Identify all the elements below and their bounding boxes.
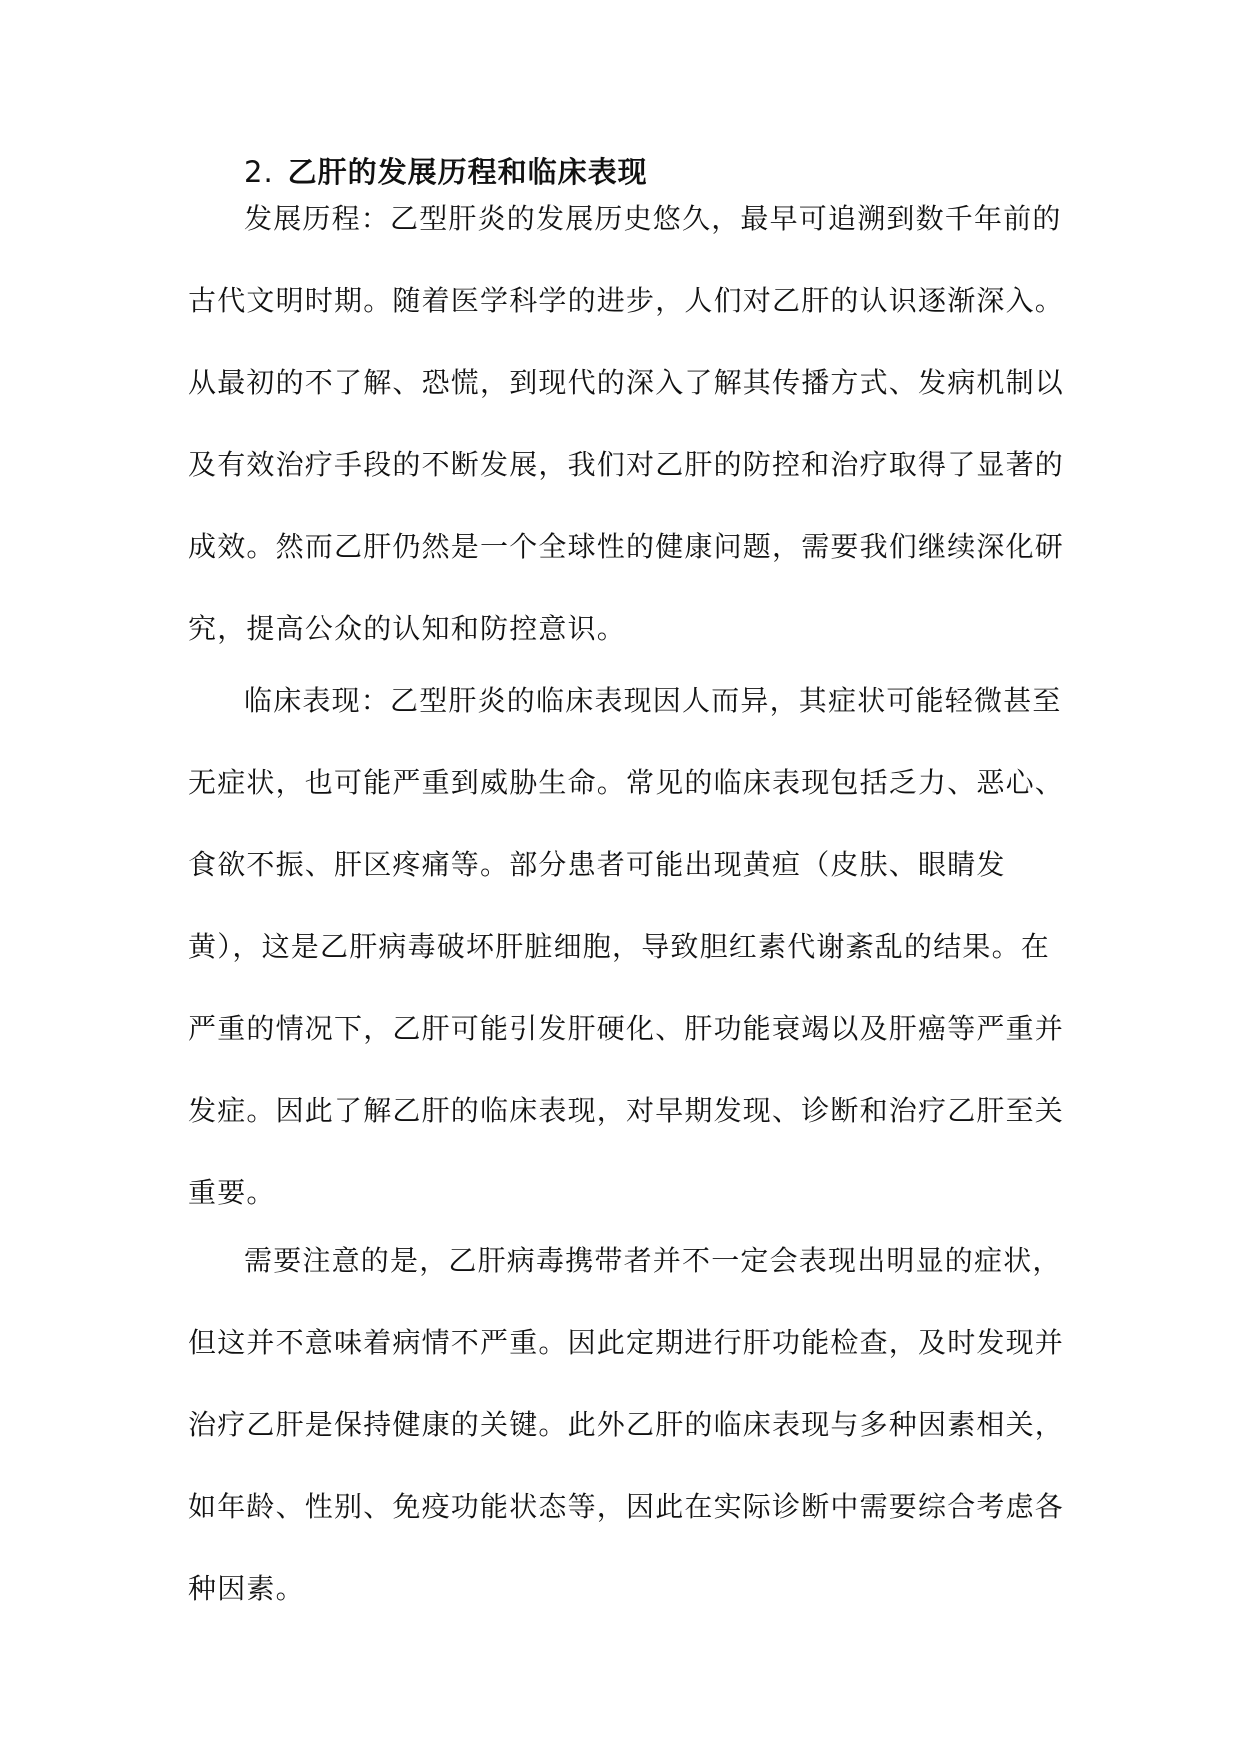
section-title: 乙肝的发展历程和临床表现 (287, 155, 648, 189)
paragraph-line: 食欲不振、肝区疼痛等。部分患者可能出现黄疸（皮肤、眼睛发 (188, 848, 1006, 881)
section-number: 2. (244, 155, 274, 189)
paragraph-line: 发展历程：乙型肝炎的发展历史悠久，最早可追溯到数千年前的 (244, 202, 1062, 235)
paragraph-line: 无症状，也可能严重到威胁生命。常见的临床表现包括乏力、恶心、 (188, 766, 1065, 799)
paragraph-line: 但这并不意味着病情不严重。因此定期进行肝功能检查，及时发现并 (188, 1326, 1065, 1359)
paragraph-line: 究，提高公众的认知和防控意识。 (188, 612, 627, 645)
paragraph-development-history (188, 178, 1065, 670)
paragraph-line: 临床表现：乙型肝炎的临床表现因人而异，其症状可能轻微甚至 (244, 684, 1062, 717)
paragraph-carrier-note (188, 1220, 1065, 1630)
paragraph-line: 治疗乙肝是保持健康的关键。此外乙肝的临床表现与多种因素相关， (188, 1408, 1065, 1441)
paragraph-line: 需要注意的是，乙肝病毒携带者并不一定会表现出明显的症状， (244, 1244, 1062, 1277)
paragraph-line: 如年龄、性别、免疫功能状态等，因此在实际诊断中需要综合考虑各 (188, 1490, 1065, 1523)
paragraph-line: 黄），这是乙肝病毒破坏肝脏细胞，导致胆红素代谢紊乱的结果。在 (188, 930, 1051, 963)
paragraph-line: 重要。 (188, 1176, 276, 1209)
paragraph-line: 发症。因此了解乙肝的临床表现，对早期发现、诊断和治疗乙肝至关 (188, 1094, 1065, 1127)
paragraph-line: 成效。然而乙肝仍然是一个全球性的健康问题，需要我们继续深化研 (188, 530, 1065, 563)
paragraph-line: 古代文明时期。随着医学科学的进步，人们对乙肝的认识逐渐深入。 (188, 284, 1065, 317)
paragraph-line: 从最初的不了解、恐慌，到现代的深入了解其传播方式、发病机制以 (188, 366, 1065, 399)
paragraph-line: 种因素。 (188, 1572, 305, 1605)
paragraph-line: 及有效治疗手段的不断发展，我们对乙肝的防控和治疗取得了显著的 (188, 448, 1065, 481)
paragraph-clinical-manifestations (188, 660, 1065, 1234)
paragraph-line: 严重的情况下，乙肝可能引发肝硬化、肝功能衰竭以及肝癌等严重并 (188, 1012, 1065, 1045)
